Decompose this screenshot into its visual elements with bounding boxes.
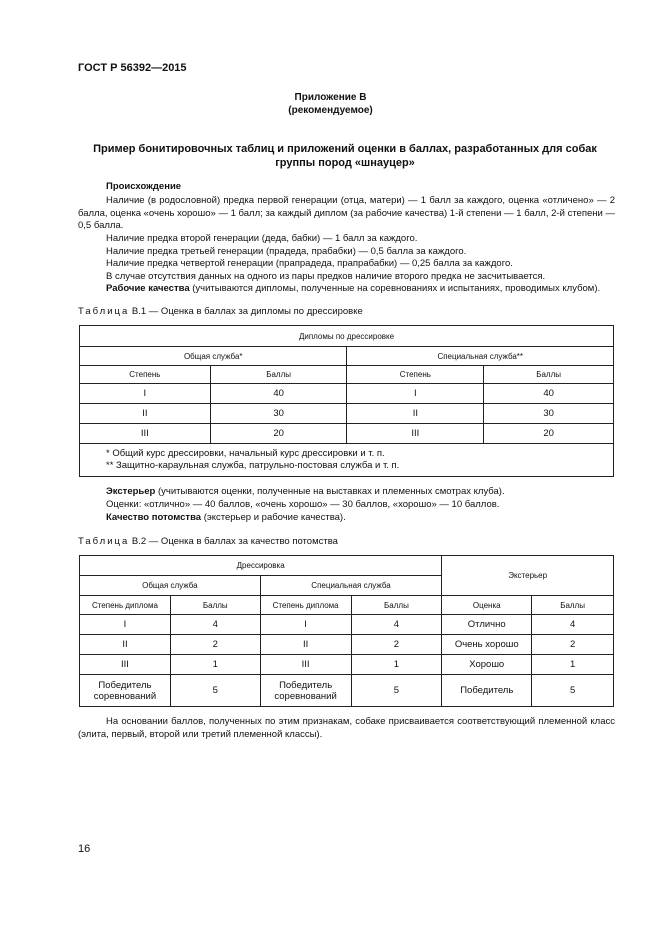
origin-paragraph-3: Наличие предка третьей генерации (прадеда, прабабки) — 0,5 балла за каждого. [106,245,467,257]
table-cell: Хорошо [442,655,532,675]
table-row [80,384,614,404]
table1-note-2: ** Защитно-караульная служба, патрульно-постовая служба и т. п. [106,460,400,471]
table2-caption [78,536,338,547]
origin-paragraph-1: Наличие (в родословной) предка первой генерации (отца, матери) — 1 балл за каждого, оценка «отличено» — 2 балла, оценка «очень хорошо» — 1 балл; за каждый диплом (за рабочие качества) 1-й степени — 1 балл, 2-й степени — 0,5 балла. [78,195,615,231]
table1-note-1: * Общий курс дрессировки, начальный курс дрессировки и т. п. [106,448,385,459]
table-row [80,655,614,675]
table2-header-row-3 [80,596,614,615]
annex-title: Приложение В [294,92,367,103]
table2-training-header: Дрессировка [80,556,442,576]
annex-heading [0,91,661,117]
table-cell: III [347,424,484,444]
table-cell: Победитель [442,675,532,707]
table-cell: III [80,655,171,675]
table-cell: 5 [170,675,260,707]
offspring-text: (экстерьер и рабочие качества). [201,512,346,523]
table-cell: Отлично [442,615,532,635]
table-cell: II [80,404,211,424]
table1-group-header: Дипломы по дрессировке [80,326,614,347]
table-row [80,404,614,424]
table-row [80,675,614,707]
table2-subheader: Степень диплома [260,596,351,615]
table1-notes-row [80,444,614,477]
conclusion-paragraph: На основании баллов, полученных по этим признакам, собаке присваивается соответствующий племенной класс (элита, первый, второй или третий племенной классы). [78,716,615,740]
table-cell: 1 [170,655,260,675]
table-cell: 2 [532,635,614,655]
table2-caption-prefix: Таблица [78,536,130,547]
table1-subheader: Баллы [484,366,614,384]
table-cell: I [347,384,484,404]
work-qualities-label: Рабочие качества [106,283,190,294]
exterior-text: (учитываются оценки, полученные на выставках и племенных смотрах клуба). [155,486,505,497]
table-cell: I [80,615,171,635]
table-cell: II [80,635,171,655]
table-cell: Очень хорошо [442,635,532,655]
table-cell: 30 [484,404,614,424]
table2-subheader: Оценка [442,596,532,615]
table-row [80,635,614,655]
origin-paragraph-4: Наличие предка четвертой генерации (прапрадеда, прапрабабки) — 0,25 балла за каждого. [106,258,513,269]
table-cell: 4 [170,615,260,635]
table2-subheader: Степень диплома [80,596,171,615]
offspring-paragraph [78,512,615,525]
table1-notes [80,444,614,477]
document-title: Пример бонитировочных таблиц и приложений оценки в баллах, разработанных для собак группы пород «шнауцер» [93,143,597,169]
table1-subheader: Баллы [210,366,347,384]
page-number: 16 [78,843,91,855]
table-cell: 1 [532,655,614,675]
table-cell: Победитель соревнований [260,675,351,707]
table-diplomas [79,325,614,477]
table1-caption-text: В.1 — Оценка в баллах за дипломы по дрессировке [129,306,363,317]
table-cell: 4 [351,615,442,635]
table-cell: 20 [210,424,347,444]
table2-header-row-1 [80,556,614,576]
table1-subheader: Степень [80,366,211,384]
origin-heading: Происхождение [106,181,182,192]
table-cell: 4 [532,615,614,635]
table-row [80,424,614,444]
table-cell: I [260,615,351,635]
table1-subheader: Степень [347,366,484,384]
offspring-label: Качество потомства [106,512,202,523]
exterior-label: Экстерьер [106,486,156,497]
work-qualities-text: (учитываются дипломы, полученные на соревнованиях и испытаниях, проводимых клубом). [189,283,601,294]
table-cell: II [347,404,484,424]
exterior-scores: Оценки: «отлично» — 40 баллов, «очень хорошо» — 30 баллов, «хорошо» — 10 баллов. [106,499,500,510]
table-cell: 5 [351,675,442,707]
standard-number: ГОСТ Р 56392—2015 [78,62,187,74]
table-cell: 40 [484,384,614,404]
table-cell: III [80,424,211,444]
table-cell: 30 [210,404,347,424]
table1-general-header: Общая служба* [80,347,347,366]
table1-header-row-2 [80,347,614,366]
table1-caption [78,306,363,317]
table-cell: II [260,635,351,655]
table2-exterior-header: Экстерьер [442,556,614,596]
table-cell: 2 [351,635,442,655]
table-cell: 20 [484,424,614,444]
table2-general-header: Общая служба [80,576,261,596]
table2-subheader: Баллы [170,596,260,615]
table-offspring [79,555,614,707]
table1-header-row-3 [80,366,614,384]
exterior-paragraph [78,486,615,499]
table2-special-header: Специальная служба [260,576,442,596]
table-cell: 5 [532,675,614,707]
table2-caption-text: В.2 — Оценка в баллах за качество потомства [129,536,338,547]
work-qualities-paragraph [78,283,615,296]
table2-subheader: Баллы [532,596,614,615]
origin-paragraph-2: Наличие предка второй генерации (деда, бабки) — 1 балл за каждого. [106,233,418,244]
table1-caption-prefix: Таблица [78,306,130,317]
table1-header-row-1 [80,326,614,347]
table1-special-header: Специальная служба** [347,347,614,366]
table-row [80,615,614,635]
table2-subheader: Баллы [351,596,442,615]
table-cell: Победитель соревнований [80,675,171,707]
table-cell: 2 [170,635,260,655]
table-cell: I [80,384,211,404]
annex-status: (рекомендуемое) [288,105,373,116]
table-cell: 1 [351,655,442,675]
table-cell: 40 [210,384,347,404]
table-cell: III [260,655,351,675]
origin-paragraph-5: В случае отсутствия данных на одного из пары предков наличие второго предка не засчитывается. [106,270,546,282]
